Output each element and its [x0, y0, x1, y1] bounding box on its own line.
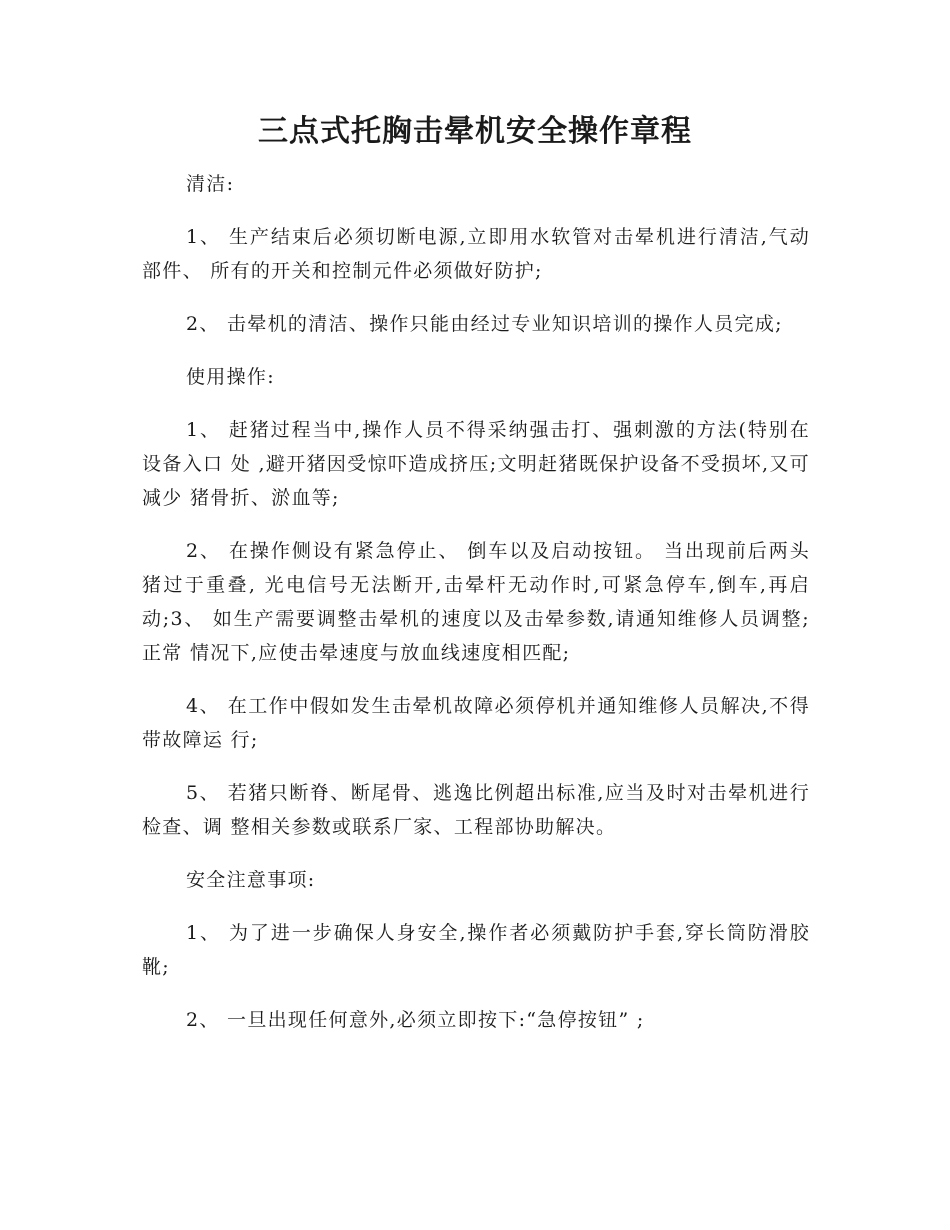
section-heading-cleaning: 清洁: [186, 173, 235, 195]
paragraph: 2、 击晕机的清洁、操作只能由经过专业知识培训的操作人员完成; [186, 313, 783, 335]
paragraph: 1、 赶猪过程当中,操作人员不得采纳强击打、强刺激的方法(特别在设备入口 处 ,避开猪因受惊吓造成挤压;文明赶猪既保护设备不受损坏,又可减少 猪骨折、淤血等; [142, 419, 810, 509]
paragraph: 1、 生产结束后必须切断电源,立即用水软管对击晕机进行清洁,气动部件、 所有的开关和控制元件必须做好防护; [142, 226, 810, 282]
document-body [142, 167, 810, 1056]
page-title: 三点式托胸击晕机安全操作章程 [258, 114, 692, 149]
paragraph: 5、 若猪只断脊、断尾骨、逃逸比例超出标准,应当及时对击晕机进行检查、调 整相关参数或联系厂家、工程部协助解决。 [142, 782, 810, 838]
paragraph: 2、 在操作侧设有紧急停止、 倒车以及启动按钮。 当出现前后两头猪过于重叠, 光电信号无法断开,击晕杆无动作时,可紧急停车,倒车,再启动;3、 如生产需要调整击晕机的速度以及击晕参数,请通知维修人员调整;正常 情况下,应使击晕速度与放血线速度相匹配; [142, 540, 810, 664]
section-heading-operation: 使用操作: [186, 366, 275, 388]
paragraph: 2、 一旦出现任何意外,必须立即按下:“急停按钮” ; [186, 1009, 645, 1031]
paragraph: 4、 在工作中假如发生击晕机故障必须停机并通知维修人员解决,不得带故障运 行; [142, 695, 810, 751]
section-heading-safety: 安全注意事项: [186, 869, 316, 891]
paragraph: 1、 为了进一步确保人身安全,操作者必须戴防护手套,穿长筒防滑胶靴; [142, 922, 810, 978]
